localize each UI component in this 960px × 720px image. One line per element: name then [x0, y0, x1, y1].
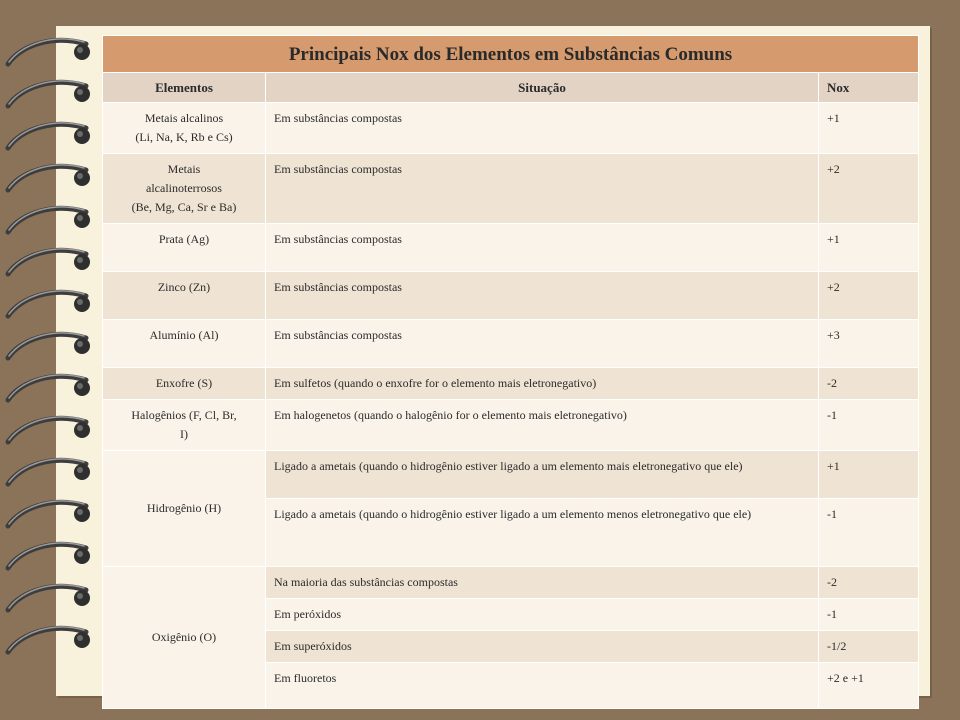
element-line: Metais alcalinos [144, 111, 224, 125]
nox-cell: +1 [819, 224, 919, 272]
element-cell: Oxigênio (O) [103, 567, 266, 709]
table-row [103, 154, 919, 224]
table-title: Principais Nox dos Elementos em Substâncias Comuns [103, 36, 919, 73]
situacao-cell: Ligado a ametais (quando o hidrogênio estiver ligado a um elemento mais eletronegativo que ele) [266, 451, 819, 499]
situacao-cell: Em sulfetos (quando o enxofre for o elemento mais eletronegativo) [266, 368, 819, 400]
nox-cell: -1 [819, 599, 919, 631]
element-cell [103, 103, 266, 154]
table-row [103, 224, 919, 272]
nox-cell: +2 [819, 272, 919, 320]
nox-cell: -2 [819, 567, 919, 599]
situacao-cell: Em peróxidos [266, 599, 819, 631]
nox-cell: -1 [819, 499, 919, 567]
table-row [103, 567, 919, 599]
element-line: Enxofre (S) [155, 376, 213, 390]
element-line: alcalinoterrosos [146, 181, 222, 195]
situacao-cell: Em halogenetos (quando o halogênio for o elemento mais eletronegativo) [266, 400, 819, 451]
nox-cell: -1/2 [819, 631, 919, 663]
element-cell [103, 224, 266, 272]
spiral-binding-icon [0, 0, 110, 720]
table-body [103, 103, 919, 709]
situacao-cell: Em substâncias compostas [266, 224, 819, 272]
nox-cell: +2 [819, 154, 919, 224]
nox-cell: +2 e +1 [819, 663, 919, 709]
header-situacao: Situação [266, 73, 819, 103]
situacao-cell: Ligado a ametais (quando o hidrogênio estiver ligado a um elemento menos eletronegativo que ele) [266, 499, 819, 567]
table-row [103, 451, 919, 499]
situacao-cell: Em substâncias compostas [266, 154, 819, 224]
situacao-cell: Em substâncias compostas [266, 320, 819, 368]
table-row [103, 320, 919, 368]
table-row [103, 400, 919, 451]
element-cell: Hidrogênio (H) [103, 451, 266, 567]
element-line: Alumínio (Al) [149, 328, 219, 342]
table-row [103, 103, 919, 154]
element-line: Metais [167, 162, 201, 176]
header-nox: Nox [819, 73, 919, 103]
element-line: Prata (Ag) [158, 232, 210, 246]
element-line: Halogênios (F, Cl, Br, [131, 408, 237, 422]
situacao-cell: Na maioria das substâncias compostas [266, 567, 819, 599]
element-line: Zinco (Zn) [157, 280, 211, 294]
nox-cell: +3 [819, 320, 919, 368]
table-row [103, 272, 919, 320]
nox-cell: +1 [819, 451, 919, 499]
nox-cell: +1 [819, 103, 919, 154]
element-cell [103, 368, 266, 400]
situacao-cell: Em superóxidos [266, 631, 819, 663]
nox-cell: -1 [819, 400, 919, 451]
element-cell [103, 272, 266, 320]
element-cell [103, 400, 266, 451]
situacao-cell: Em substâncias compostas [266, 103, 819, 154]
header-elementos: Elementos [103, 73, 266, 103]
situacao-cell: Em fluoretos [266, 663, 819, 709]
element-cell [103, 320, 266, 368]
element-line: (Li, Na, K, Rb e Cs) [135, 130, 233, 144]
nox-cell: -2 [819, 368, 919, 400]
nox-table [102, 35, 919, 709]
situacao-cell: Em substâncias compostas [266, 272, 819, 320]
table-row [103, 368, 919, 400]
element-line: I) [180, 427, 188, 441]
element-line: (Be, Mg, Ca, Sr e Ba) [131, 200, 237, 214]
element-cell [103, 154, 266, 224]
